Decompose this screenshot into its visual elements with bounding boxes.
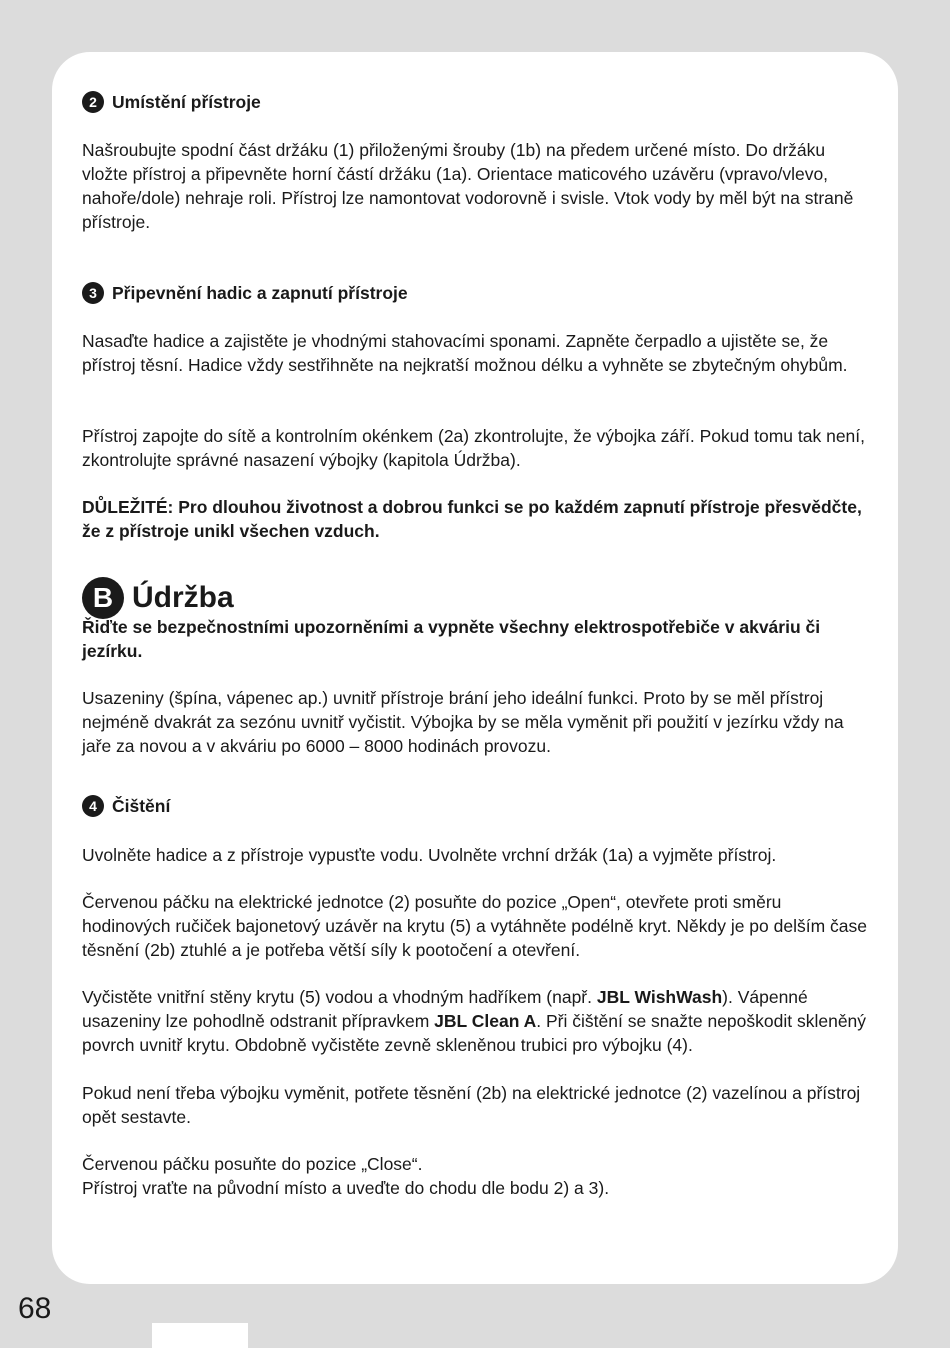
product-jbl-clean-a: JBL Clean A <box>434 1011 537 1031</box>
section-3-title: Připevnění hadic a zapnutí přístroje <box>112 282 408 303</box>
cleaning-paragraph-6: Přístroj vraťte na původní místo a uveďte do chodu dle bodu 2) a 3). <box>82 1178 610 1198</box>
section-3-number-badge: 3 <box>82 282 104 304</box>
product-jbl-wishwash: JBL WishWash <box>596 987 723 1007</box>
section-b-letter-badge: B <box>82 577 124 619</box>
cleaning-paragraph-4: Pokud není třeba výbojku vyměnit, potřete těsnění (2b) na elektrické jednotce (2) vazelínou a přístroj opět sestavte. <box>82 1083 861 1127</box>
cleaning-paragraph-5: Červenou páčku posuňte do pozice „Close“. <box>82 1154 423 1174</box>
section-2-number-badge: 2 <box>82 91 104 113</box>
maintenance-safety-warning: Řiďte se bezpečnostními upozorněními a vypněte všechny elektrospotřebiče v akváriu či jezírku. <box>82 617 821 661</box>
section-3-heading <box>82 282 408 304</box>
cleaning-paragraph-2: Červenou páčku na elektrické jednotce (2) posuňte do pozice „Open“, otevřete proti směru hodinových ručiček bajonetový uzávěr na krytu (5) a vytáhněte podélně kryt. Někdy je po delším čase těsnění (2b) ztuhlé a je potřeba větší síly k pootočení a otevření. <box>82 892 867 960</box>
section-3-paragraph-1: Nasaďte hadice a zajistěte je vhodnými stahovacími sponami. Zapněte čerpadlo a ujistěte se, že přístroj těsní. Hadice vždy sestřihněte na nejkratší možnou délku a vyhněte se zbytečným ohybům. <box>82 331 848 375</box>
section-2-heading <box>82 91 261 113</box>
section-3-important-note: DŮLEŽITÉ: Pro dlouhou životnost a dobrou funkci se po každém zapnutí přístroje přesvědčte, že z přístroje unikl všechen vzduch. <box>82 497 862 541</box>
maintenance-paragraph: Usazeniny (špína, vápenec ap.) uvnitř přístroje brání jeho ideální funkci. Proto by se měl přístroj nejméně dvakrát za sezónu uvnitř vyčistit. Výbojka by se měla vyměnit při použití v jezírku vždy na jaře za novou a v akváriu po 6000 – 8000 hodinách provozu. <box>82 688 844 756</box>
footer-strip <box>152 1323 248 1348</box>
section-2-title: Umístění přístroje <box>112 91 261 112</box>
cleaning-p3-part-d: . Při čištění se snažte nepoškodit skleněný povrch uvnitř krytu. Obdobně vyčistěte zevně skleněnou trubici pro výbojku (4). <box>82 1011 867 1055</box>
section-4-number-badge: 4 <box>82 795 104 817</box>
cleaning-paragraph-1: Uvolněte hadice a z přístroje vypusťte vodu. Uvolněte vrchní držák (1a) a vyjměte přístroj. <box>82 845 777 865</box>
maintenance-heading <box>82 577 234 619</box>
section-2-paragraph: Našroubujte spodní část držáku (1) přiloženými šrouby (1b) na předem určené místo. Do držáku vložte přístroj a připevněte horní částí držáku (1a). Orientace maticového uzávěru (vpravo/vlevo, nahoře/dole) nehraje roli. Přístroj lze namontovat vodorovně i svisle. Vtok vody by měl být na straně přístroje. <box>82 140 854 232</box>
cleaning-p3-part-c: ). Vápenné usazeniny lze pohodlně odstranit přípravkem <box>82 987 808 1031</box>
section-4-heading <box>82 795 170 817</box>
maintenance-title: Údržba <box>132 581 234 614</box>
cleaning-p3-part-a: Vyčistěte vnitřní stěny krytu (5) vodou a vhodným hadříkem (např. <box>82 987 597 1007</box>
cleaning-paragraph-3 <box>82 985 872 1057</box>
section-4-title: Čištění <box>112 795 171 816</box>
page-number: 68 <box>18 1292 52 1325</box>
section-3-paragraph-2: Přístroj zapojte do sítě a kontrolním okénkem (2a) zkontrolujte, že výbojka září. Pokud tomu tak není, zkontrolujte správné nasazení výbojky (kapitola Údržba). <box>82 426 866 470</box>
